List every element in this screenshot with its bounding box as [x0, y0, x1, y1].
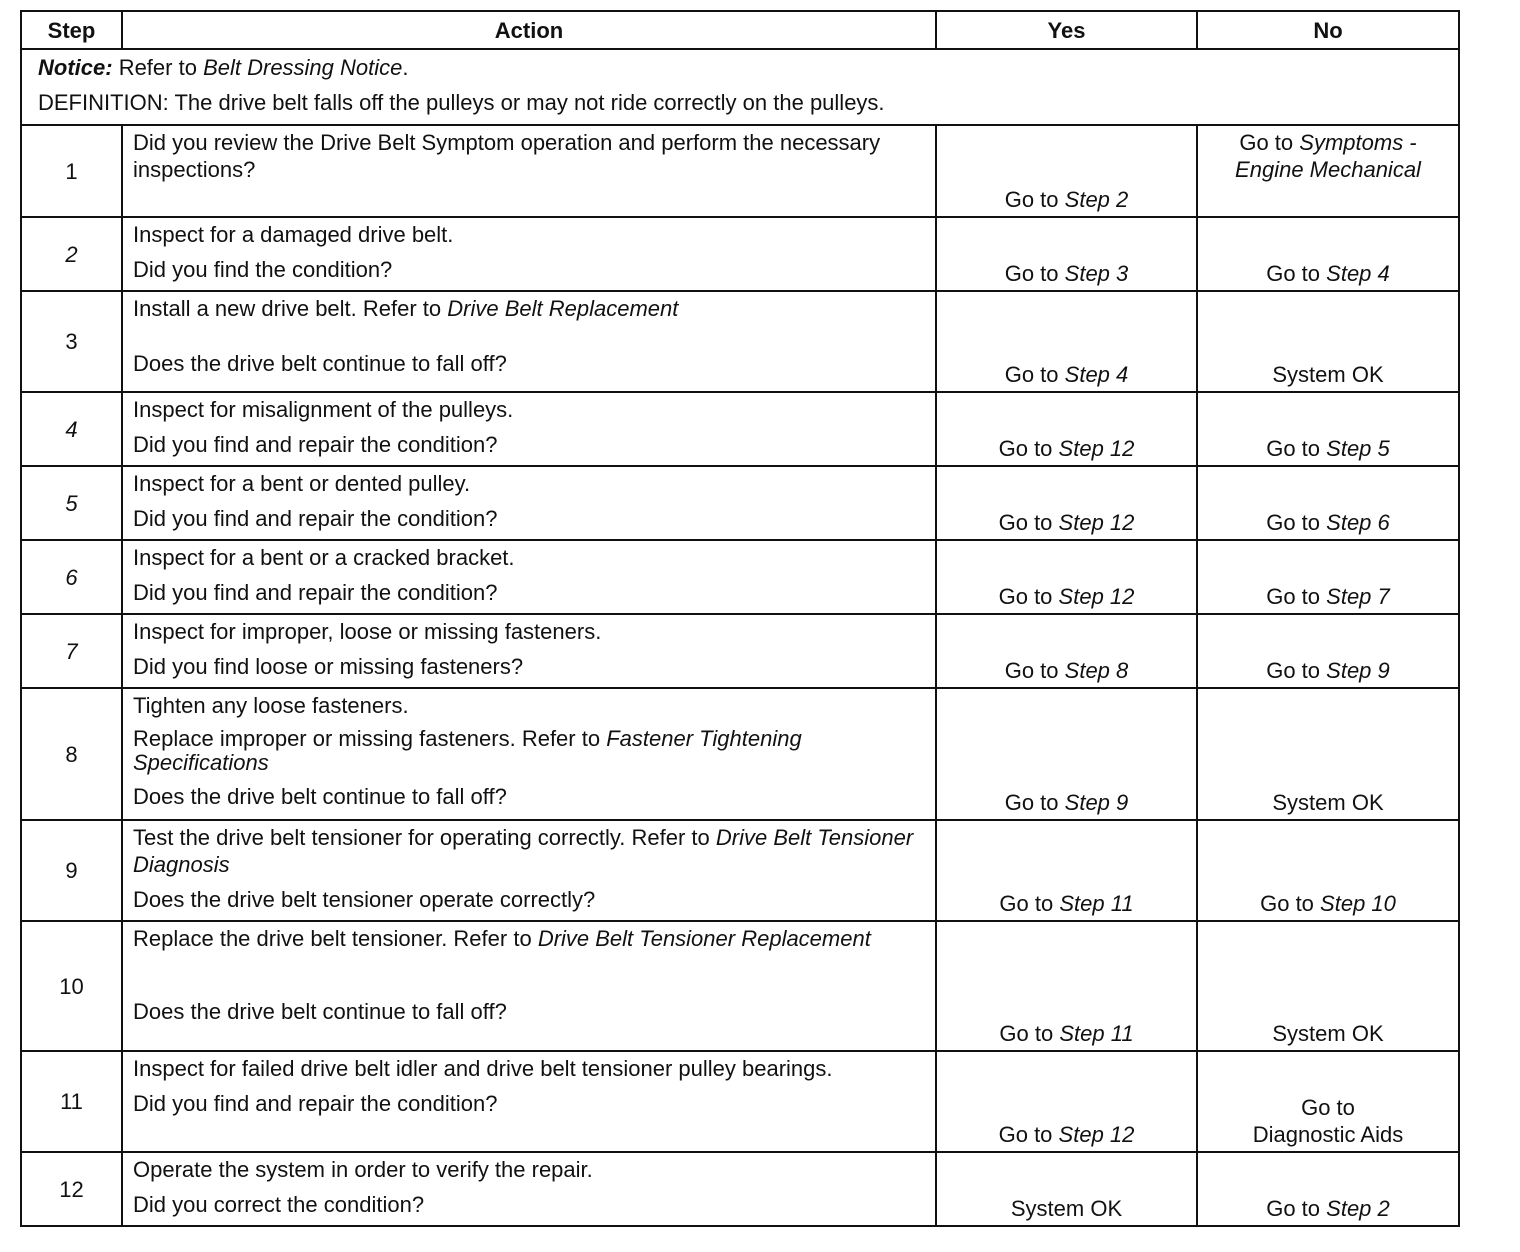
goto-label: Go to — [998, 510, 1053, 535]
action-question: Did you find and repair the condition? — [133, 506, 498, 531]
goto-label: Go to — [1266, 584, 1321, 609]
yes-link[interactable]: Step 11 — [1059, 891, 1134, 916]
no-cell — [1197, 614, 1459, 688]
goto-label: Go to — [1004, 187, 1059, 212]
no-link[interactable]: Step 4 — [1326, 261, 1390, 286]
no-cell — [1197, 291, 1459, 392]
yes-cell — [936, 1051, 1197, 1152]
goto-label: Go to — [1266, 510, 1321, 535]
table-row — [21, 921, 1459, 1051]
step-number: 8 — [21, 688, 122, 820]
action-cell — [122, 1051, 936, 1152]
goto-label: Go to — [998, 436, 1053, 461]
action-link[interactable]: Drive Belt Replacement — [447, 296, 679, 321]
diagnostic-table-document — [20, 10, 1458, 1222]
action-link[interactable]: Drive Belt Tensioner Diagnosis — [133, 825, 914, 877]
yes-link[interactable]: Step 12 — [1058, 584, 1135, 609]
goto-label: Go to — [999, 1021, 1054, 1046]
goto-label: Go to — [998, 584, 1053, 609]
yes-link[interactable]: Step 12 — [1058, 436, 1135, 461]
action-text: Operate the system in order to verify the repair. — [133, 1157, 593, 1182]
no-line: Go to — [1301, 1095, 1355, 1120]
yes-link[interactable]: Step 12 — [1058, 1122, 1135, 1147]
yes-link[interactable]: Step 3 — [1064, 261, 1129, 286]
no-result: System OK — [1272, 1021, 1384, 1046]
notice-line — [38, 54, 1442, 81]
no-cell — [1197, 820, 1459, 921]
action-refer — [133, 925, 925, 952]
table-row — [21, 820, 1459, 921]
yes-cell — [936, 820, 1197, 921]
yes-cell — [936, 466, 1197, 540]
action-question: Did you find and repair the condition? — [133, 580, 498, 605]
action-text: Inspect for a bent or dented pulley. — [133, 471, 471, 496]
action-cell — [122, 540, 936, 614]
goto-label: Go to — [998, 1122, 1053, 1147]
header-row — [21, 11, 1459, 49]
no-cell — [1197, 688, 1459, 820]
yes-cell — [936, 688, 1197, 820]
action-refer-text: Install a new drive belt. Refer to — [133, 296, 442, 321]
yes-cell — [936, 540, 1197, 614]
action-question: Did you find loose or missing fasteners? — [133, 654, 524, 679]
action-cell — [122, 291, 936, 392]
no-result: System OK — [1272, 790, 1384, 815]
action-question: Does the drive belt continue to fall off? — [133, 351, 507, 376]
goto-label: Go to — [1004, 658, 1059, 683]
notice-period: . — [402, 55, 409, 80]
step-number: 11 — [21, 1051, 122, 1152]
action-refer — [133, 727, 925, 775]
action-cell — [122, 466, 936, 540]
goto-label: Go to — [1266, 1196, 1321, 1221]
action-cell — [122, 688, 936, 820]
yes-link[interactable]: Step 9 — [1064, 790, 1129, 815]
action-question: Did you correct the condition? — [133, 1192, 425, 1217]
goto-label: Go to — [1004, 261, 1059, 286]
yes-link[interactable]: Step 11 — [1059, 1021, 1134, 1046]
no-link[interactable]: Step 10 — [1320, 891, 1396, 916]
yes-link[interactable]: Step 8 — [1064, 658, 1129, 683]
action-cell — [122, 217, 936, 291]
action-question: Does the drive belt continue to fall off? — [133, 784, 507, 809]
goto-label: Go to — [1266, 261, 1321, 286]
no-cell — [1197, 540, 1459, 614]
action-text: Inspect for misalignment of the pulleys. — [133, 397, 514, 422]
action-text: Tighten any loose fasteners. — [133, 693, 409, 718]
step-number: 9 — [21, 820, 122, 921]
action-link[interactable]: Fastener Tightening Specifications — [133, 726, 802, 775]
action-link[interactable]: Drive Belt Tensioner Replacement — [537, 926, 871, 951]
yes-cell — [936, 392, 1197, 466]
step-number: 2 — [21, 217, 122, 291]
yes-cell — [936, 125, 1197, 217]
goto-label: Go to — [1004, 790, 1059, 815]
no-cell — [1197, 217, 1459, 291]
action-text: Inspect for improper, loose or missing fasteners. — [133, 619, 602, 644]
no-cell — [1197, 392, 1459, 466]
action-refer-text: Test the drive belt tensioner for operating correctly. Refer to — [133, 825, 710, 850]
action-question: Did you find the condition? — [133, 257, 393, 282]
goto-label: Go to — [1266, 436, 1321, 461]
action-text: Did you review the Drive Belt Symptom operation and perform the necessary inspections? — [133, 130, 881, 182]
action-text — [133, 295, 925, 322]
yes-cell — [936, 291, 1197, 392]
goto-label: Go to — [999, 891, 1054, 916]
notice-label: Notice: — [38, 55, 113, 80]
action-cell — [122, 125, 936, 217]
step-number: 6 — [21, 540, 122, 614]
action-cell — [122, 614, 936, 688]
goto-label: Go to — [1266, 658, 1321, 683]
step-number: 3 — [21, 291, 122, 392]
no-cell — [1197, 125, 1459, 217]
yes-cell — [936, 921, 1197, 1051]
no-cell — [1197, 1051, 1459, 1152]
no-link[interactable]: Step 5 — [1326, 436, 1390, 461]
action-question: Does the drive belt continue to fall off? — [133, 999, 507, 1024]
goto-label: Go to — [1260, 891, 1314, 916]
action-text: Inspect for failed drive belt idler and drive belt tensioner pulley bearings. — [133, 1056, 833, 1081]
action-cell — [122, 392, 936, 466]
header-step: Step — [21, 11, 122, 49]
table-row — [21, 1051, 1459, 1152]
table-row — [21, 217, 1459, 291]
no-link[interactable]: Symptoms - — [1299, 130, 1417, 155]
yes-link[interactable]: Step 2 — [1064, 187, 1129, 212]
yes-cell — [936, 217, 1197, 291]
definition-text: DEFINITION: The drive belt falls off the pulleys or may not ride correctly on the pulleys. — [38, 90, 885, 115]
action-text: Inspect for a bent or a cracked bracket. — [133, 545, 515, 570]
no-link[interactable]: Step 2 — [1326, 1196, 1390, 1221]
header-action: Action — [122, 11, 936, 49]
action-question: Did you find and repair the condition? — [133, 1091, 498, 1116]
action-cell — [122, 820, 936, 921]
action-question: Did you find and repair the condition? — [133, 432, 498, 457]
table-row — [21, 614, 1459, 688]
no-link[interactable]: Diagnostic Aids — [1252, 1122, 1404, 1147]
diagnostic-table — [20, 10, 1460, 1227]
notice-cell — [21, 49, 1459, 125]
no-cell — [1197, 921, 1459, 1051]
table-row — [21, 291, 1459, 392]
no-line — [1208, 156, 1448, 183]
no-link-cont[interactable]: Engine Mechanical — [1235, 157, 1421, 182]
table-row — [21, 392, 1459, 466]
table-row — [21, 540, 1459, 614]
header-yes: Yes — [936, 11, 1197, 49]
goto-label: Go to — [1239, 130, 1294, 155]
yes-cell — [936, 1152, 1197, 1226]
table-row — [21, 688, 1459, 820]
no-result: System OK — [1272, 362, 1384, 387]
step-number: 12 — [21, 1152, 122, 1226]
table-row — [21, 1152, 1459, 1226]
step-number: 1 — [21, 125, 122, 217]
no-cell — [1197, 466, 1459, 540]
action-refer — [133, 824, 925, 878]
action-refer-text: Replace improper or missing fasteners. Refer to — [133, 726, 601, 751]
no-cell — [1197, 1152, 1459, 1226]
yes-cell — [936, 614, 1197, 688]
step-number: 4 — [21, 392, 122, 466]
notice-row — [21, 49, 1459, 125]
no-link[interactable]: Step 7 — [1326, 584, 1390, 609]
action-text: Inspect for a damaged drive belt. — [133, 222, 454, 247]
action-refer-text: Replace the drive belt tensioner. Refer to — [133, 926, 532, 951]
action-cell — [122, 921, 936, 1051]
goto-label: Go to — [1004, 362, 1059, 387]
table-row — [21, 466, 1459, 540]
action-cell — [122, 1152, 936, 1226]
no-link[interactable]: Step 6 — [1326, 510, 1390, 535]
step-number: 7 — [21, 614, 122, 688]
yes-link[interactable]: Step 4 — [1064, 362, 1129, 387]
step-number: 5 — [21, 466, 122, 540]
notice-text: Refer to — [118, 55, 197, 80]
no-line — [1208, 129, 1448, 156]
yes-result: System OK — [1010, 1196, 1123, 1221]
action-question: Does the drive belt tensioner operate correctly? — [133, 887, 596, 912]
table-row — [21, 125, 1459, 217]
no-link[interactable]: Step 9 — [1326, 658, 1390, 683]
notice-link[interactable]: Belt Dressing Notice — [203, 55, 403, 80]
yes-link[interactable]: Step 12 — [1058, 510, 1135, 535]
step-number: 10 — [21, 921, 122, 1051]
header-no: No — [1197, 11, 1459, 49]
